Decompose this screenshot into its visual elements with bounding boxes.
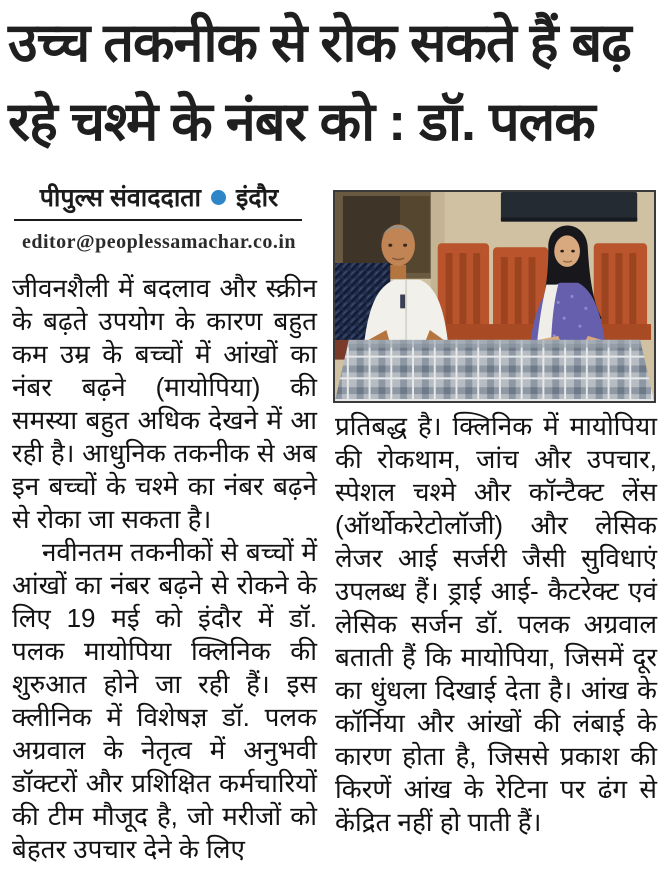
article-headline: [8, 4, 658, 162]
byline-city: इंदौर: [236, 184, 279, 212]
byline-divider: [14, 219, 302, 221]
paragraph: प्रतिबद्ध है। क्लिनिक में मायोपिया की रोकथाम, जांच और उपचार, स्पेशल चश्मे और कॉन्टैक्ट लेंस (ऑर्थोकरेटोलॉजी) और लेसिक लेजर आई सर्जरी जैसी सुविधाएं उपलब्ध हैं। ड्राई आई- कैटरेक्ट एवं लेसिक सर्जन डॉ. पलक अग्रवाल बताती हैं कि मायोपिया, जिसमें दूर का धुंधला दिखाई देता है। आंख के कॉर्निया और आंखों की लंबाई के कारण होता है, जिससे प्रकाश की किरणें आंख के रेटिना पर ढंग से केंद्रित नहीं हो पाती हैं।: [335, 411, 657, 837]
paragraph: जीवनशैली में बदलाव और स्क्रीन के बढ़ते उपयोग के कारण बहुत कम उम्र के बच्चों में आंखों का नंबर बढ़ने (मायोपिया) की समस्या बहुत अधिक देखने में आ रही है। आधुनिक तकनीक से अब इन बच्चों के चश्मे का नंबर बढ़ने से रोका जा सकता है।: [12, 273, 317, 534]
byline-reporter: पीपुल्स संवाददाता: [39, 184, 202, 212]
tv-screen: [501, 192, 637, 222]
article-photo: [333, 190, 656, 403]
editor-email: editor@peoplessamachar.co.in: [21, 231, 297, 253]
photo-illustration: [335, 192, 654, 401]
plaid-tablecloth: [335, 340, 654, 401]
article-column-left: [12, 272, 317, 866]
headline-line-1: उच्च तकनीक से रोक सकते हैं बढ़: [8, 13, 631, 73]
byline: [0, 180, 318, 214]
article-column-right: [335, 410, 657, 839]
headline-line-2: रहे चश्मे के नंबर को : डॉ. पलक: [8, 92, 595, 152]
bullet-dot-icon: [211, 190, 226, 205]
paragraph: नवीनतम तकनीकों से बच्चों में आंखों का नंबर बढ़ने से रोकने के लिए 19 मई को इंदौर में डॉ. पलक मायोपिया क्लिनिक की शुरुआत होने जा रही हैं। इस क्लीनिक में विशेषज्ञ डॉ. पलक अग्रवाल के नेतृत्व में अनुभवी डॉक्टरों और प्रशिक्षित कर्मचारियों की टीम मौजूद है, जो मरीजों को बेहतर उपचार देने के लिए: [12, 537, 317, 864]
